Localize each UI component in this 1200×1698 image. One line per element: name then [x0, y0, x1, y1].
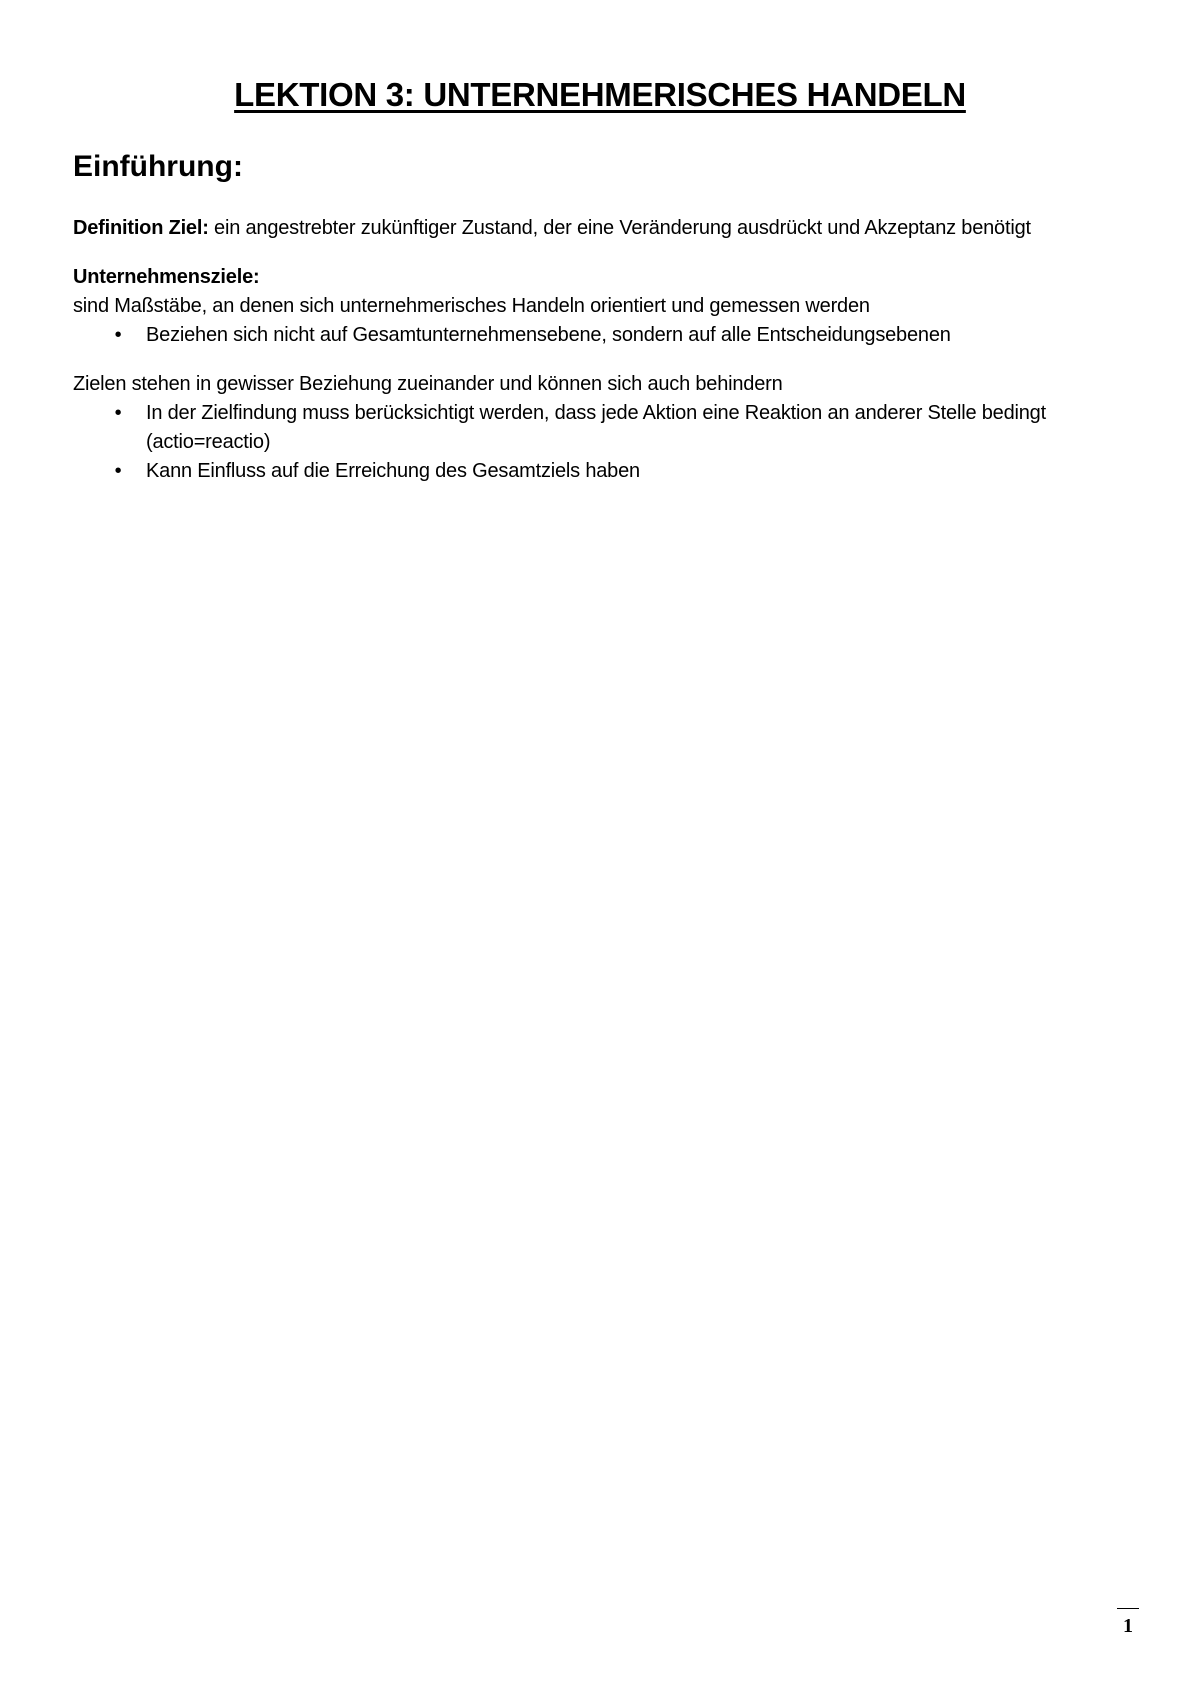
definition-label: Definition Ziel:	[73, 217, 209, 239]
list-item	[114, 321, 1083, 350]
list-item-text: In der Zielfindung muss berücksichtigt werden, dass jede Aktion eine Reaktion an anderer Stelle bedingt (actio=reactio)	[146, 402, 1046, 453]
bullet-icon: •	[114, 402, 122, 424]
zielbeziehungen-bullet-list	[73, 399, 1083, 486]
page-footer	[1116, 1608, 1140, 1638]
list-item	[114, 399, 1083, 457]
list-item-text: Beziehen sich nicht auf Gesamtunternehmensebene, sondern auf alle Entscheidungsebenen	[146, 324, 951, 346]
bullet-icon: •	[114, 460, 122, 482]
zielbeziehungen-section	[73, 370, 1083, 486]
unternehmensziele-bullet-list	[73, 321, 1083, 350]
zielbeziehungen-text: Zielen stehen in gewisser Beziehung zueinander und können sich auch behindern	[73, 373, 783, 395]
document-title: LEKTION 3: UNTERNEHMERISCHES HANDELN	[234, 76, 966, 113]
list-item-text: Kann Einfluss auf die Erreichung des Gesamtziels haben	[146, 460, 640, 482]
document-content	[73, 214, 1083, 486]
unternehmensziele-text: sind Maßstäbe, an denen sich unternehmerisches Handeln orientiert und gemessen werden	[73, 295, 870, 317]
page-number: 1	[1123, 1615, 1133, 1637]
definition-paragraph	[73, 214, 1083, 243]
bullet-icon: •	[114, 324, 122, 346]
list-item	[114, 457, 1083, 486]
unternehmensziele-section	[73, 263, 1083, 350]
page-number-rule	[1117, 1608, 1139, 1609]
definition-text: ein angestrebter zukünftiger Zustand, der eine Veränderung ausdrückt und Akzeptanz benötigt	[208, 217, 1031, 239]
unternehmensziele-label: Unternehmensziele:	[73, 266, 260, 288]
section-heading: Einführung:	[73, 150, 243, 183]
